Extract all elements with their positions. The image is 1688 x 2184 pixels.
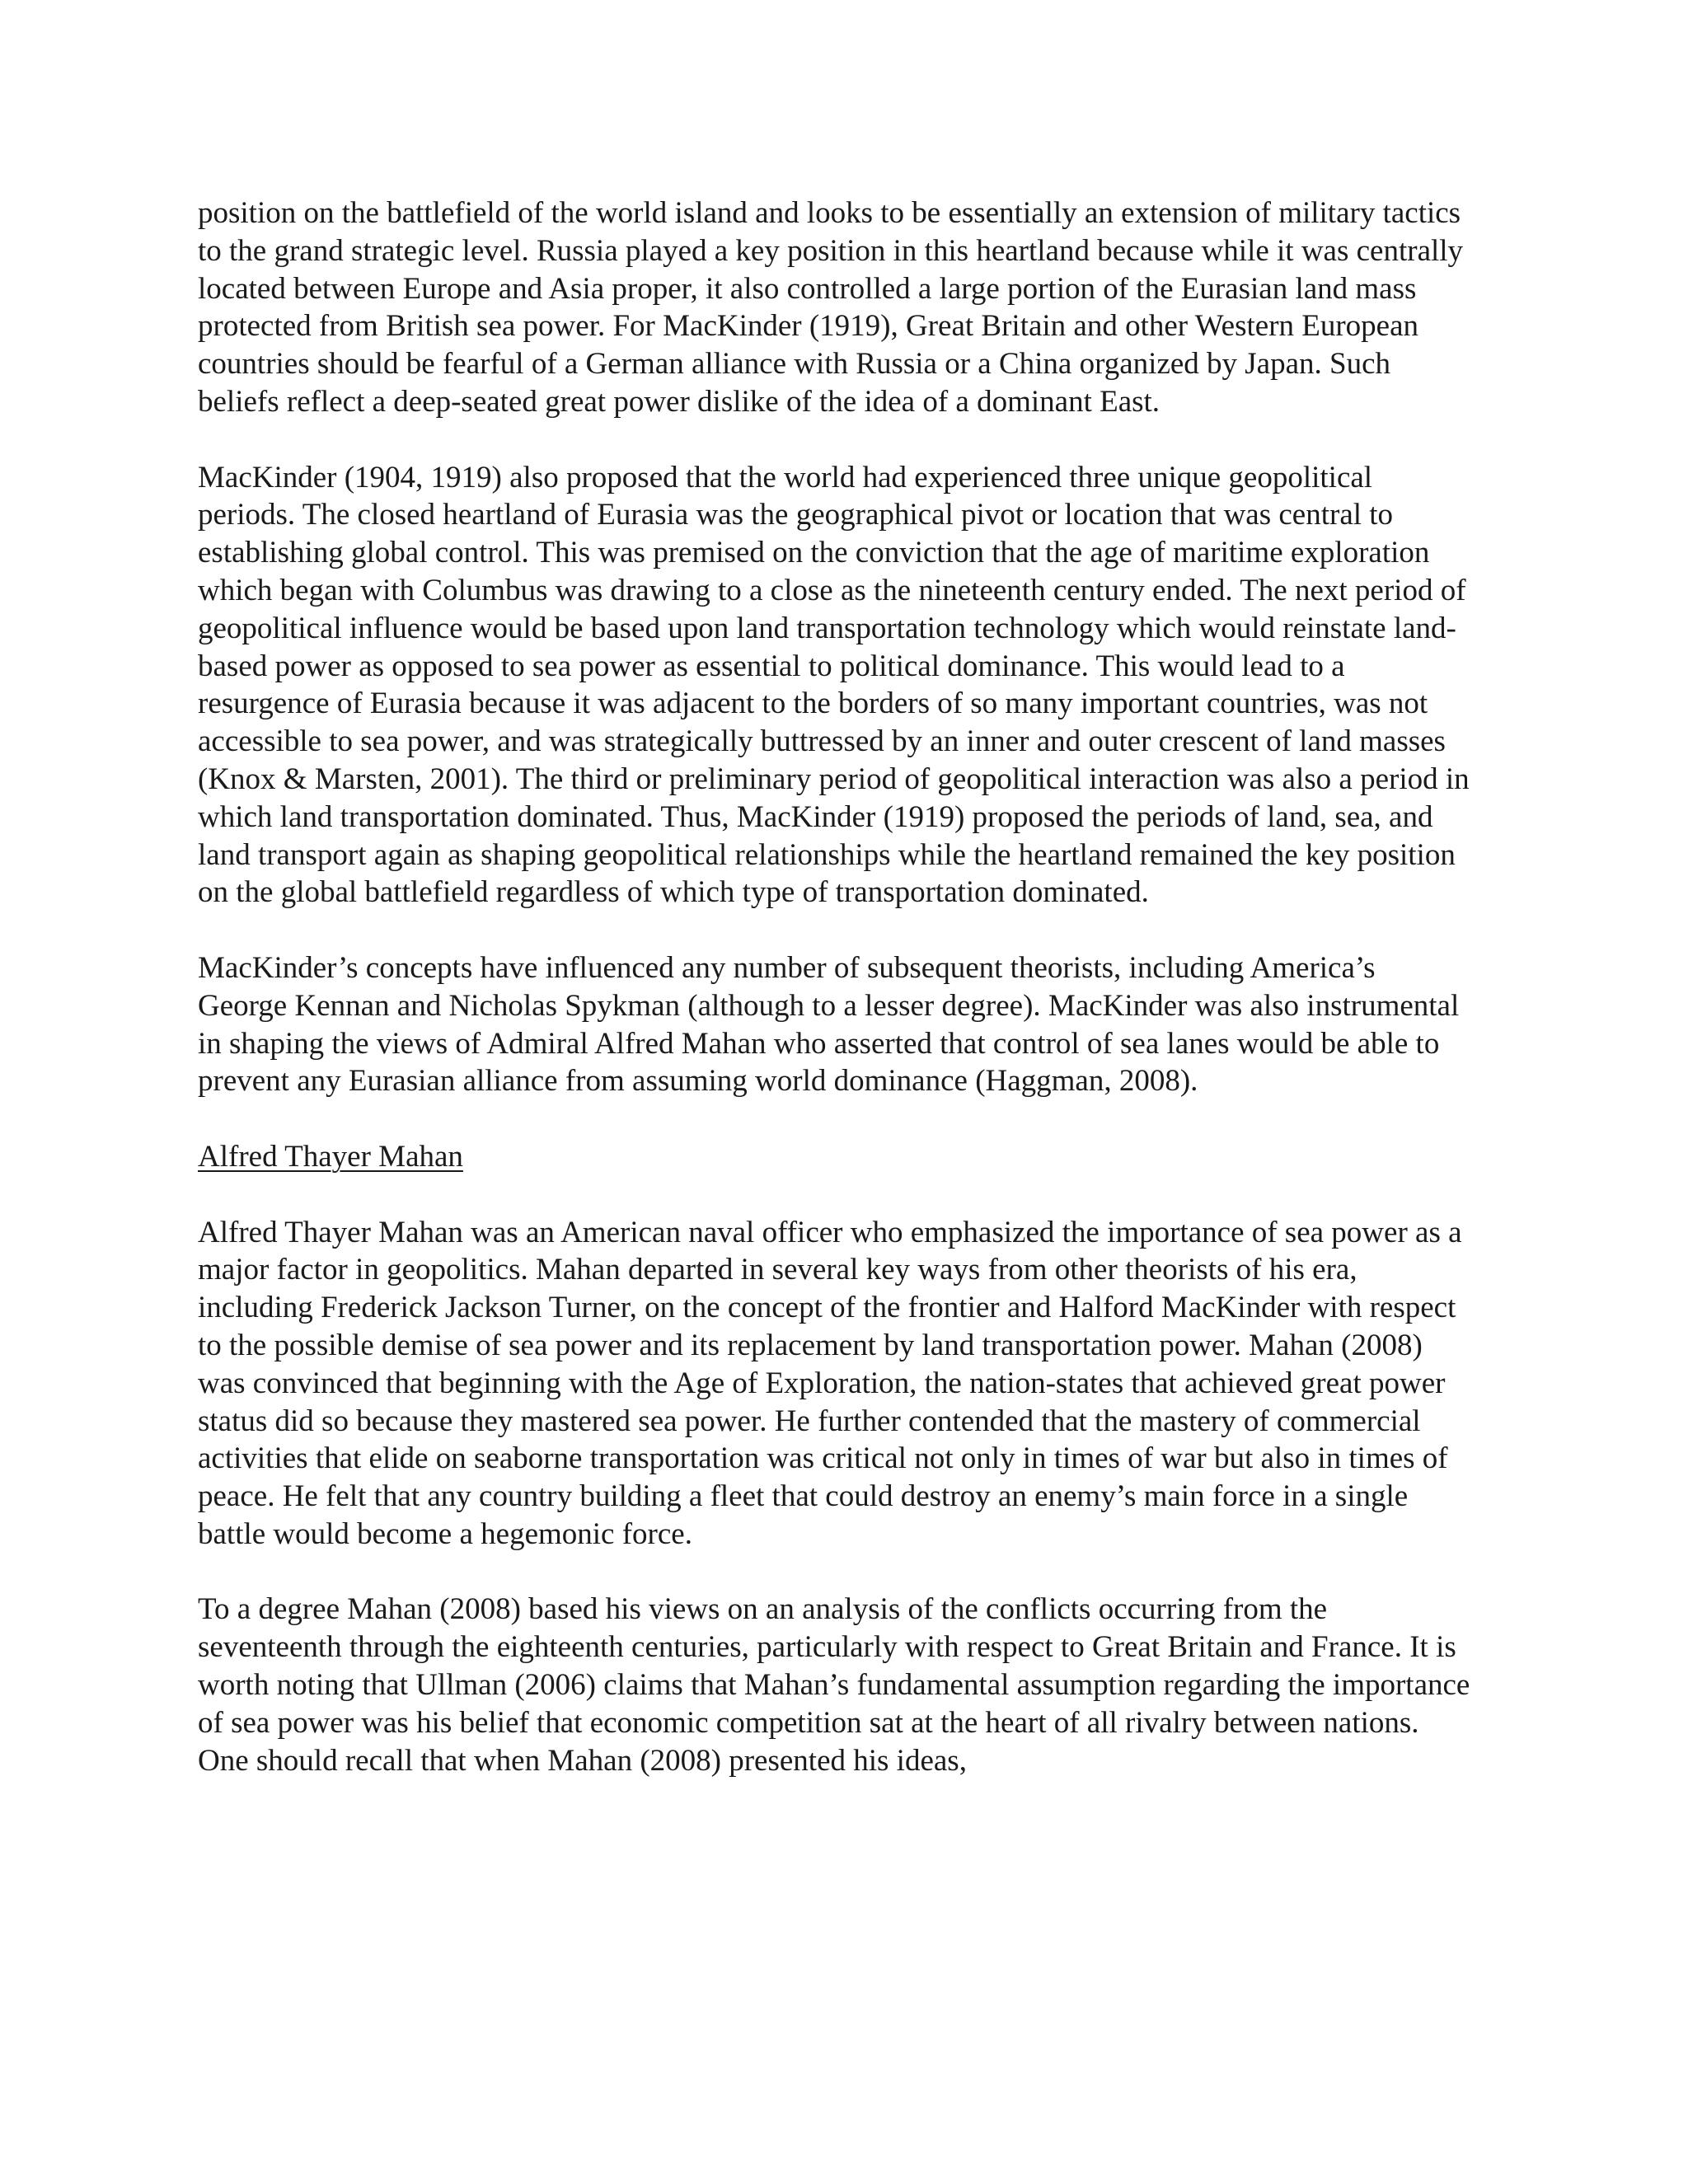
paragraph-mahan-analysis: To a degree Mahan (2008) based his views on an analysis of the conflicts occurring from the seventeenth through the eighteenth centuries, particularly with respect to Great Britain and France. It is worth noting that Ullman (2006) claims that Mahan’s fundamental assumption regarding the importance of sea power was his belief that economic competition sat at the heart of all rivalry between nations. One should recall that when Mahan (2008) presented his ideas,	[198, 1592, 1470, 1778]
paragraph-geopolitical-periods: MacKinder (1904, 1919) also proposed that the world had experienced three unique geopolitical periods. The closed heartland of Eurasia was the geographical pivot or location that was central to establishing global control. This was premised on the conviction that the age of maritime exploration which began with Columbus was drawing to a close as the nineteenth century ended. The next period of geopolitical influence would be based upon land transportation technology which would reinstate land-based power as opposed to sea power as essential to political dominance. This would lead to a resurgence of Eurasia because it was adjacent to the borders of so many important countries, was not accessible to sea power, and was strategically buttressed by an inner and outer crescent of land masses (Knox & Marsten, 2001). The third or preliminary period of geopolitical interaction was also a period in which land transportation dominated. Thus, MacKinder (1919) proposed the periods of land, sea, and land transport again as shaping geopolitical relationships while the heartland remained the key position on the global battlefield regardless of which type of transportation dominated.	[198, 460, 1470, 910]
page-body	[198, 194, 1471, 1817]
section-heading-mahan: Alfred Thayer Mahan	[198, 1139, 463, 1174]
paragraph-mahan-sea-power: Alfred Thayer Mahan was an American naval officer who emphasized the importance of sea power as a major factor in geopolitics. Mahan departed in several key ways from other theorists of his era, including Frederick Jackson Turner, on the concept of the frontier and Halford MacKinder with respect to the possible demise of sea power and its replacement by land transportation power. Mahan (2008) was convinced that beginning with the Age of Exploration, the nation-states that achieved great power status did so because they mastered sea power. He further contended that the mastery of commercial activities that elide on seaborne transportation was critical not only in times of war but also in times of peace. He felt that any country building a fleet that could destroy an enemy’s main force in a single battle would become a hegemonic force.	[198, 1215, 1462, 1551]
paragraph-mackinder-influence: MacKinder’s concepts have influenced any number of subsequent theorists, including America’s George Kennan and Nicholas Spykman (although to a lesser degree). MacKinder was also instrumental in shaping the views of Admiral Alfred Mahan who asserted that control of sea lanes would be able to prevent any Eurasian alliance from assuming world dominance (Haggman, 2008).	[198, 950, 1460, 1099]
paragraph-heartland-battlefield: position on the battlefield of the world island and looks to be essentially an extension of military tactics to the grand strategic level. Russia played a key position in this heartland because while it was centrally located between Europe and Asia proper, it also controlled a large portion of the Eurasian land mass protected from British sea power. For MacKinder (1919), Great Britain and other Western European countries should be fearful of a German alliance with Russia or a China organized by Japan. Such beliefs reflect a deep-seated great power dislike of the idea of a dominant East.	[198, 196, 1464, 419]
